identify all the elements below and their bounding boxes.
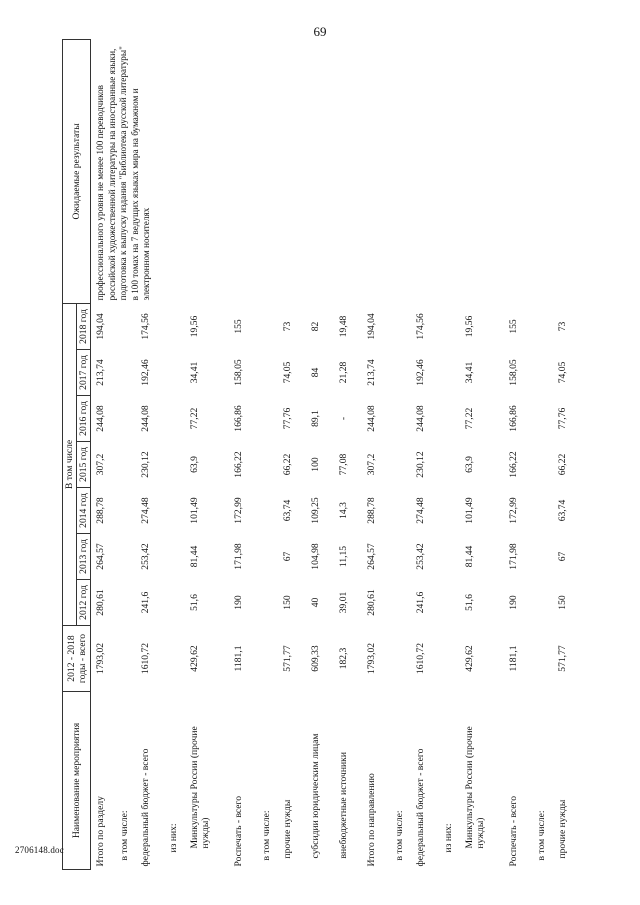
header-year: 2012 год bbox=[77, 580, 91, 626]
row-name: внебюджетные источники bbox=[337, 752, 349, 859]
row-year-value bbox=[443, 534, 464, 580]
row-year-value: 280,61 bbox=[365, 589, 377, 616]
row-year-value: 307,2 bbox=[95, 453, 107, 476]
results-empty bbox=[366, 39, 394, 303]
row-year-value bbox=[119, 396, 140, 442]
table-row bbox=[443, 39, 464, 869]
row-year-value: 155 bbox=[507, 319, 519, 334]
row-year-value bbox=[536, 534, 557, 580]
row-year-value bbox=[119, 580, 140, 626]
row-year-value bbox=[168, 488, 189, 534]
row-year-value: 244,08 bbox=[414, 405, 426, 432]
row-year-value bbox=[536, 303, 557, 349]
table-row bbox=[189, 39, 233, 869]
row-year-value: 264,57 bbox=[95, 543, 107, 570]
table-row bbox=[261, 39, 282, 869]
row-year-value: 150 bbox=[281, 595, 293, 610]
expected-results: профессионального уровня не менее 100 переводчиков российской художественной литературы на иностранные языки, подготовка к выпуску издания "Библиотека русской литературы" в 100 томах на 7 ведущих языках мира на бумажном и электронном носителях bbox=[95, 46, 152, 301]
row-year-value: 274,48 bbox=[139, 497, 151, 524]
row-year-value: 190 bbox=[507, 595, 519, 610]
row-year-value: 150 bbox=[556, 595, 568, 610]
row-year-value: 241,6 bbox=[414, 591, 426, 614]
row-total: 609,33 bbox=[309, 645, 321, 672]
row-year-value: 166,86 bbox=[232, 405, 244, 432]
row-name: Роспечать - всего bbox=[507, 795, 519, 867]
results-empty bbox=[261, 39, 282, 303]
row-year-value: 84 bbox=[309, 367, 321, 378]
row-year-value: 155 bbox=[232, 319, 244, 334]
row-year-value: 19,56 bbox=[188, 315, 200, 338]
row-year-value: 11,15 bbox=[337, 545, 349, 568]
row-year-value: 74,05 bbox=[281, 361, 293, 384]
row-year-value bbox=[443, 350, 464, 396]
results-empty bbox=[282, 39, 310, 303]
row-year-value bbox=[261, 442, 282, 488]
table-row bbox=[366, 39, 394, 869]
row-year-value bbox=[261, 534, 282, 580]
table-row bbox=[415, 39, 443, 869]
row-year-value: 82 bbox=[309, 321, 321, 332]
row-year-value: 244,08 bbox=[139, 405, 151, 432]
row-year-value: 213,74 bbox=[365, 359, 377, 386]
row-year-value: 158,05 bbox=[507, 359, 519, 386]
row-year-value: 174,56 bbox=[139, 313, 151, 340]
row-year-value: 101,49 bbox=[188, 497, 200, 524]
budget-table bbox=[62, 39, 585, 870]
row-year-value: 63,74 bbox=[281, 499, 293, 522]
row-total: 571,77 bbox=[556, 645, 568, 672]
row-year-value: 172,99 bbox=[507, 497, 519, 524]
row-year-value: 172,99 bbox=[232, 497, 244, 524]
row-name: в том числе: bbox=[260, 810, 272, 861]
table-row bbox=[91, 39, 119, 869]
row-total: 571,77 bbox=[281, 645, 293, 672]
header-year: 2018 год bbox=[77, 303, 91, 349]
row-name: в том числе: bbox=[118, 810, 130, 861]
row-year-value bbox=[394, 303, 415, 349]
row-year-value: 67 bbox=[556, 551, 568, 562]
header-year: 2013 год bbox=[77, 534, 91, 580]
results-empty bbox=[508, 39, 536, 303]
row-year-value: 63,9 bbox=[188, 456, 200, 473]
row-total: 1610,72 bbox=[414, 642, 426, 675]
row-year-value bbox=[261, 303, 282, 349]
row-year-value: 274,48 bbox=[414, 497, 426, 524]
row-year-value: 39,01 bbox=[337, 591, 349, 614]
results-empty bbox=[233, 39, 261, 303]
row-year-value bbox=[261, 580, 282, 626]
row-year-value bbox=[536, 442, 557, 488]
row-year-value: 51,6 bbox=[188, 594, 200, 611]
results-empty bbox=[415, 39, 443, 303]
row-year-value: 166,22 bbox=[232, 451, 244, 478]
row-name: в том числе: bbox=[393, 810, 405, 861]
row-year-value: 63,9 bbox=[463, 456, 475, 473]
row-year-value: 74,05 bbox=[556, 361, 568, 384]
row-year-value bbox=[536, 350, 557, 396]
row-year-value: 63,74 bbox=[556, 499, 568, 522]
row-year-value: 73 bbox=[556, 321, 568, 332]
row-year-value: 77,08 bbox=[337, 453, 349, 476]
results-empty bbox=[394, 39, 415, 303]
row-year-value: 77,76 bbox=[281, 407, 293, 430]
page-number: 69 bbox=[313, 24, 327, 39]
results-empty bbox=[168, 39, 189, 303]
row-year-value: 77,22 bbox=[463, 407, 475, 430]
table-row bbox=[508, 39, 536, 869]
row-year-value bbox=[394, 350, 415, 396]
table-row bbox=[168, 39, 189, 869]
row-total: 1181,1 bbox=[507, 645, 519, 672]
row-year-value: 19,56 bbox=[463, 315, 475, 338]
row-year-value: 194,04 bbox=[95, 313, 107, 340]
row-year-value: 192,46 bbox=[139, 359, 151, 386]
row-year-value bbox=[536, 488, 557, 534]
row-year-value: 244,08 bbox=[365, 405, 377, 432]
results-empty bbox=[310, 39, 338, 303]
row-year-value: 77,22 bbox=[188, 407, 200, 430]
row-year-value bbox=[168, 580, 189, 626]
row-total: 429,62 bbox=[463, 645, 475, 672]
row-year-value: 40 bbox=[309, 597, 321, 608]
row-name: из них: bbox=[167, 823, 179, 853]
row-year-value bbox=[394, 396, 415, 442]
row-year-value: 307,2 bbox=[365, 453, 377, 476]
header-results: Ожидаемые результаты bbox=[63, 39, 91, 303]
results-empty bbox=[536, 39, 557, 303]
results-empty bbox=[338, 39, 366, 303]
row-year-value bbox=[443, 580, 464, 626]
row-name: федеральный бюджет - всего bbox=[139, 748, 151, 867]
row-total bbox=[394, 626, 415, 692]
row-year-value bbox=[168, 442, 189, 488]
row-year-value: 288,78 bbox=[365, 497, 377, 524]
table-row bbox=[394, 39, 415, 869]
row-name: Минкультуры России (прочие нужды) bbox=[463, 726, 486, 849]
row-year-value: 109,25 bbox=[309, 497, 321, 524]
row-total bbox=[536, 626, 557, 692]
row-year-value: 241,6 bbox=[139, 591, 151, 614]
row-year-value: 264,57 bbox=[365, 543, 377, 570]
row-total bbox=[119, 626, 140, 692]
results-empty bbox=[557, 39, 585, 303]
table-row bbox=[233, 39, 261, 869]
results-empty bbox=[189, 39, 233, 303]
header-total: 2012 - 2018 годы - всего bbox=[63, 626, 91, 692]
row-year-value: 166,86 bbox=[507, 405, 519, 432]
row-year-value bbox=[443, 442, 464, 488]
row-name: субсидии юридическим лицам bbox=[309, 733, 321, 859]
row-year-value: 34,41 bbox=[188, 361, 200, 384]
row-total bbox=[261, 626, 282, 692]
row-year-value bbox=[394, 442, 415, 488]
row-name: из них: bbox=[442, 823, 454, 853]
row-year-value bbox=[168, 396, 189, 442]
row-year-value bbox=[443, 488, 464, 534]
row-name: прочие нужды bbox=[281, 799, 293, 859]
row-year-value: 14,3 bbox=[337, 502, 349, 519]
row-name: Итого по разделу bbox=[95, 796, 107, 867]
header-name: Наименование мероприятия bbox=[63, 692, 91, 870]
row-total bbox=[443, 626, 464, 692]
table-row bbox=[310, 39, 338, 869]
row-year-value: 280,61 bbox=[95, 589, 107, 616]
row-year-value bbox=[119, 534, 140, 580]
header-year: 2017 год bbox=[77, 350, 91, 396]
row-year-value: 174,56 bbox=[414, 313, 426, 340]
header-year: 2014 год bbox=[77, 488, 91, 534]
row-year-value: 194,04 bbox=[365, 313, 377, 340]
row-total bbox=[168, 626, 189, 692]
row-year-value: 81,44 bbox=[463, 545, 475, 568]
table-row bbox=[282, 39, 310, 869]
row-year-value: 100 bbox=[309, 457, 321, 472]
results-empty bbox=[464, 39, 508, 303]
row-year-value: 166,22 bbox=[507, 451, 519, 478]
row-year-value bbox=[168, 534, 189, 580]
row-year-value: 213,74 bbox=[95, 359, 107, 386]
row-year-value: 171,98 bbox=[507, 543, 519, 570]
row-year-value bbox=[119, 303, 140, 349]
table-body bbox=[91, 39, 585, 869]
row-name: в том числе: bbox=[535, 810, 547, 861]
row-year-value: 158,05 bbox=[232, 359, 244, 386]
results-empty bbox=[443, 39, 464, 303]
row-name: Итого по направлению bbox=[365, 773, 377, 867]
row-total: 1793,02 bbox=[365, 642, 377, 675]
row-year-value: 21,28 bbox=[337, 361, 349, 384]
row-name: федеральный бюджет - всего bbox=[414, 748, 426, 867]
row-name: Минкультуры России (прочие нужды) bbox=[188, 726, 211, 849]
table-row bbox=[536, 39, 557, 869]
table-row bbox=[557, 39, 585, 869]
row-year-value: 77,76 bbox=[556, 407, 568, 430]
row-year-value: - bbox=[337, 416, 349, 421]
row-year-value bbox=[119, 488, 140, 534]
row-year-value: 171,98 bbox=[232, 543, 244, 570]
row-year-value: 66,22 bbox=[556, 453, 568, 476]
row-year-value: 253,42 bbox=[139, 543, 151, 570]
row-year-value bbox=[168, 303, 189, 349]
row-year-value bbox=[119, 442, 140, 488]
row-year-value bbox=[394, 580, 415, 626]
row-year-value: 66,22 bbox=[281, 453, 293, 476]
row-year-value: 288,78 bbox=[95, 497, 107, 524]
row-year-value: 67 bbox=[281, 551, 293, 562]
header-in-that: В том числе bbox=[63, 303, 77, 625]
footer-code: 2706148.doc bbox=[15, 845, 64, 855]
row-total: 429,62 bbox=[188, 645, 200, 672]
row-year-value: 230,12 bbox=[139, 451, 151, 478]
row-year-value bbox=[443, 396, 464, 442]
row-year-value: 34,41 bbox=[463, 361, 475, 384]
row-year-value bbox=[261, 350, 282, 396]
row-year-value bbox=[536, 580, 557, 626]
row-year-value bbox=[261, 488, 282, 534]
row-year-value: 104,98 bbox=[309, 543, 321, 570]
row-year-value bbox=[394, 534, 415, 580]
row-total: 1610,72 bbox=[139, 642, 151, 675]
row-total: 182,3 bbox=[337, 647, 349, 670]
row-year-value: 253,42 bbox=[414, 543, 426, 570]
row-year-value bbox=[168, 350, 189, 396]
row-year-value: 244,08 bbox=[95, 405, 107, 432]
row-year-value: 190 bbox=[232, 595, 244, 610]
row-year-value: 81,44 bbox=[188, 545, 200, 568]
row-year-value: 230,12 bbox=[414, 451, 426, 478]
table-row bbox=[464, 39, 508, 869]
row-year-value: 89,1 bbox=[309, 410, 321, 427]
table-row bbox=[338, 39, 366, 869]
row-year-value: 51,6 bbox=[463, 594, 475, 611]
row-year-value bbox=[261, 396, 282, 442]
row-year-value bbox=[119, 350, 140, 396]
header-year: 2015 год bbox=[77, 442, 91, 488]
row-year-value: 192,46 bbox=[414, 359, 426, 386]
row-total: 1181,1 bbox=[232, 645, 244, 672]
row-name: Роспечать - всего bbox=[232, 795, 244, 867]
rotated-table-container bbox=[62, 40, 622, 870]
row-year-value bbox=[394, 488, 415, 534]
row-year-value: 101,49 bbox=[463, 497, 475, 524]
row-year-value bbox=[443, 303, 464, 349]
row-total: 1793,02 bbox=[95, 642, 107, 675]
row-year-value: 73 bbox=[281, 321, 293, 332]
header-year: 2016 год bbox=[77, 396, 91, 442]
row-year-value bbox=[536, 396, 557, 442]
row-year-value: 19,48 bbox=[337, 315, 349, 338]
row-name: прочие нужды bbox=[556, 799, 568, 859]
